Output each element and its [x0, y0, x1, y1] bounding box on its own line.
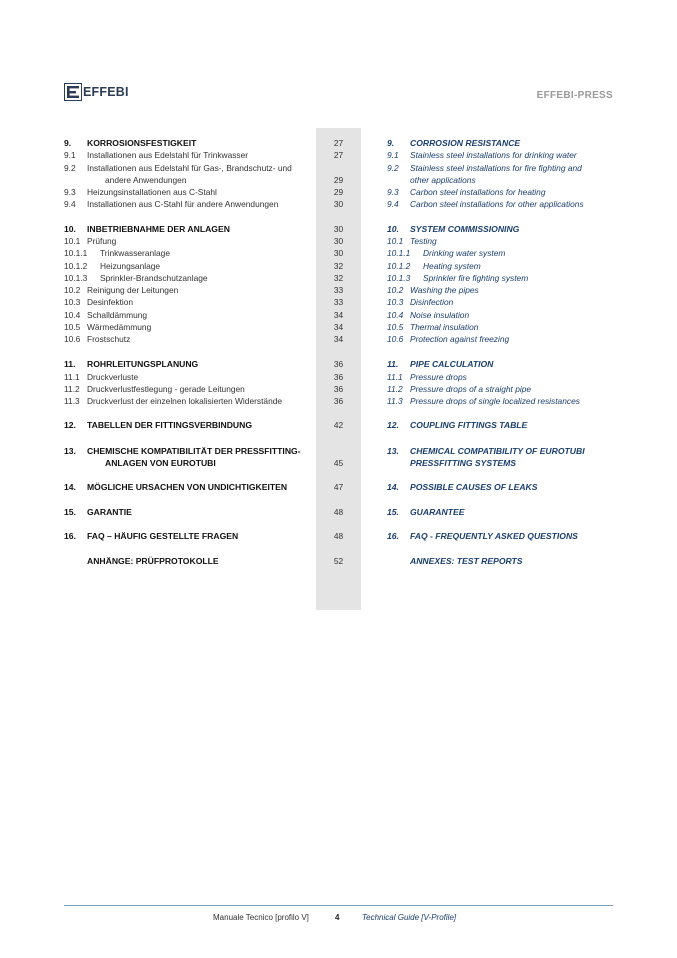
toc-title-en: COUPLING FITTINGS TABLE	[410, 420, 528, 430]
toc-number-en: 10.1.3	[387, 273, 411, 283]
toc-title-en: SYSTEM COMMISSIONING	[410, 224, 520, 234]
toc-number-en: 10.1.2	[387, 261, 411, 271]
toc-number-en: 11.3	[387, 396, 403, 406]
toc-number-en: 9.3	[387, 187, 399, 197]
toc-number-en: 9.2	[387, 163, 399, 173]
toc-number-de: 9.3	[64, 187, 76, 197]
toc-title-de: andere Anwendungen	[105, 175, 187, 185]
toc-number-en: 11.1	[387, 372, 403, 382]
toc-number-en: 10.3	[387, 297, 404, 307]
toc-title-en: PRESSFITTING SYSTEMS	[410, 458, 517, 468]
toc-page: 32	[333, 273, 344, 283]
toc-title-en: POSSIBLE CAUSES OF LEAKS	[410, 482, 538, 492]
brand-title: EFFEBI-PRESS	[536, 90, 613, 101]
toc-title-en: Pressure drops of a straight pipe	[410, 384, 532, 394]
toc-number-en: 10.1	[387, 236, 404, 246]
toc-title-de: Schalldämmung	[87, 310, 148, 320]
toc-title-en: Sprinkler fire fighting system	[423, 273, 529, 283]
toc-title-de: Frostschutz	[87, 334, 131, 344]
toc-entry	[0, 198, 677, 212]
toc-number-en: 14.	[387, 482, 399, 492]
toc-title-en: PIPE CALCULATION	[410, 359, 494, 369]
toc-title-de: Sprinkler-Brandschutzanlage	[100, 273, 208, 283]
toc-title-de: CHEMISCHE KOMPATIBILITÄT DER PRESSFITTING-	[87, 446, 301, 456]
toc-title-de: Druckverluste	[87, 372, 139, 382]
toc-section	[0, 358, 677, 372]
toc-page: 34	[333, 322, 344, 332]
toc-number-en: 9.4	[387, 199, 399, 209]
toc-title-en: CHEMICAL COMPATIBILITY OF EUROTUBI	[410, 446, 585, 456]
toc-title-de: Installationen aus Edelstahl für Trinkwasser	[87, 150, 249, 160]
toc-entry	[0, 395, 677, 409]
toc-page: 33	[333, 297, 344, 307]
toc-number-en: 10.4	[387, 310, 404, 320]
toc-title-de: Installationen aus Edelstahl für Gas-, Brandschutz- und	[87, 163, 292, 173]
toc-number-de: 10.1.3	[64, 273, 88, 283]
toc-title-de: Druckverlust der einzelnen lokalisierten Widerstände	[87, 396, 283, 406]
toc-page: 48	[333, 531, 344, 541]
toc-title-de: ROHRLEITUNGSPLANUNG	[87, 359, 199, 369]
toc-title-en: Disinfection	[410, 297, 454, 307]
toc-entry	[0, 333, 677, 347]
footer-right-title: Technical Guide [V-Profile]	[362, 913, 457, 922]
toc-title-de: ANLAGEN VON EUROTUBI	[105, 458, 216, 468]
toc-title-en: Testing	[410, 236, 437, 246]
toc-page: 36	[333, 396, 344, 406]
toc-page: 27	[333, 138, 344, 148]
toc-number-en: 11.	[387, 359, 399, 369]
toc-title-en: Pressure drops of single localized resistances	[410, 396, 580, 406]
toc-title-en: Carbon steel installations for heating	[410, 187, 546, 197]
toc-page: 45	[333, 458, 344, 468]
toc-page: 33	[333, 285, 344, 295]
toc-number-de: 11.2	[64, 384, 80, 394]
toc-page: 30	[333, 236, 344, 246]
footer-left-title: Manuale Tecnico [profilo V]	[213, 913, 309, 922]
toc-title-de: Druckverlustfestlegung - gerade Leitungen	[87, 384, 245, 394]
logo-text: EFFEBI	[83, 85, 129, 99]
toc-title-en: Pressure drops	[410, 372, 467, 382]
toc-number-de: 10.1.1	[64, 248, 88, 258]
toc-title-de: GARANTIE	[87, 507, 132, 517]
toc-number-de: 9.4	[64, 199, 76, 209]
toc-title-en: Protection against freezing	[410, 334, 510, 344]
toc-title-de: MÖGLICHE URSACHEN VON UNDICHTIGKEITEN	[87, 482, 288, 492]
toc-entry	[0, 247, 677, 261]
toc-number-de: 11.3	[64, 396, 80, 406]
toc-title-en: Drinking water system	[423, 248, 506, 258]
toc-title-en: FAQ - FREQUENTLY ASKED QUESTIONS	[410, 531, 578, 541]
toc-title-de: Installationen aus C-Stahl für andere Anwendungen	[87, 199, 279, 209]
toc-title-de: Heizungsinstallationen aus C-Stahl	[87, 187, 217, 197]
toc-title-en: Heating system	[423, 261, 481, 271]
toc-page: 29	[333, 175, 344, 185]
toc-title-en: CORROSION RESISTANCE	[410, 138, 521, 148]
toc-number-de: 10.5	[64, 322, 81, 332]
toc-title-de: FAQ – HÄUFIG GESTELLTE FRAGEN	[87, 531, 239, 541]
toc-page: 36	[333, 359, 344, 369]
toc-title-en: GUARANTEE	[410, 507, 465, 517]
toc-title-de: TABELLEN DER FITTINGSVERBINDUNG	[87, 420, 253, 430]
toc-page: 42	[333, 420, 344, 430]
toc-page: 47	[333, 482, 344, 492]
toc-page: 30	[333, 224, 344, 234]
toc-title-de: Desinfektion	[87, 297, 134, 307]
toc-number-de: 11.	[64, 359, 76, 369]
toc-number-en: 12.	[387, 420, 399, 430]
toc-title-de: ANHÄNGE: PRÜFPROTOKOLLE	[87, 556, 219, 566]
toc-page: 36	[333, 384, 344, 394]
toc-page: 30	[333, 248, 344, 258]
toc-title-de: Trinkwasseranlage	[100, 248, 170, 258]
toc-title-en: ANNEXES: TEST REPORTS	[410, 556, 523, 566]
toc-title-de: Wärmedämmung	[87, 322, 152, 332]
toc-number-de: 10.1	[64, 236, 81, 246]
toc-title-de: INBETRIEBNAHME DER ANLAGEN	[87, 224, 230, 234]
toc-number-de: 15.	[64, 507, 76, 517]
toc-number-en: 11.2	[387, 384, 403, 394]
toc-number-en: 13.	[387, 446, 399, 456]
toc-title-en: Stainless steel installations for fire fighting and	[410, 163, 582, 173]
toc-title-en: other applications	[410, 175, 476, 185]
toc-entry	[0, 296, 677, 310]
toc-number-de: 12.	[64, 420, 76, 430]
toc-title-en: Stainless steel installations for drinking water	[410, 150, 577, 160]
toc-title-de: Reinigung der Leitungen	[87, 285, 179, 295]
toc-page: 34	[333, 310, 344, 320]
toc-entry	[0, 149, 677, 163]
toc-number-en: 9.1	[387, 150, 399, 160]
toc-section	[0, 419, 677, 433]
toc-page: 32	[333, 261, 344, 271]
toc-page: 29	[333, 187, 344, 197]
toc-number-de: 9.2	[64, 163, 76, 173]
toc-section	[0, 555, 677, 569]
toc-title-de: Prüfung	[87, 236, 117, 246]
toc-title-en: Thermal insulation	[410, 322, 479, 332]
toc-title-de: Heizungsanlage	[100, 261, 161, 271]
toc-number-de: 9.1	[64, 150, 76, 160]
toc-page: 36	[333, 372, 344, 382]
toc-number-de: 10.4	[64, 310, 81, 320]
toc-number-de: 10.3	[64, 297, 81, 307]
toc-number-de: 14.	[64, 482, 76, 492]
toc-page: 52	[333, 556, 344, 566]
toc-number-en: 15.	[387, 507, 399, 517]
footer-page-number: 4	[335, 913, 340, 922]
logo	[64, 82, 129, 102]
toc-page: 27	[333, 150, 344, 160]
toc-number-en: 10.6	[387, 334, 404, 344]
toc-page: 30	[333, 199, 344, 209]
toc-title-en: Noise insulation	[410, 310, 470, 320]
toc-number-en: 9.	[387, 138, 395, 148]
footer-divider	[64, 905, 613, 906]
toc-title-de: KORROSIONSFESTIGKEIT	[87, 138, 197, 148]
toc-section	[0, 481, 677, 495]
toc-number-de: 10.6	[64, 334, 81, 344]
toc-number-de: 16.	[64, 531, 76, 541]
toc-number-en: 10.2	[387, 285, 404, 295]
toc-section	[0, 506, 677, 520]
toc-number-de: 9.	[64, 138, 72, 148]
toc-number-en: 10.	[387, 224, 399, 234]
toc-number-de: 11.1	[64, 372, 80, 382]
toc-number-en: 16.	[387, 531, 399, 541]
toc-number-de: 10.2	[64, 285, 81, 295]
toc-number-de: 10.	[64, 224, 76, 234]
toc-page: 34	[333, 334, 344, 344]
toc-number-de: 10.1.2	[64, 261, 88, 271]
toc-number-de: 13.	[64, 446, 76, 456]
toc-page: 48	[333, 507, 344, 517]
toc-title-en: Carbon steel installations for other applications	[410, 199, 584, 209]
toc-title-en: Washing the pipes	[410, 285, 479, 295]
effebi-logo-icon	[64, 83, 82, 101]
toc-number-en: 10.1.1	[387, 248, 411, 258]
toc-section	[0, 530, 677, 544]
toc-section	[0, 457, 677, 471]
toc-number-en: 10.5	[387, 322, 404, 332]
